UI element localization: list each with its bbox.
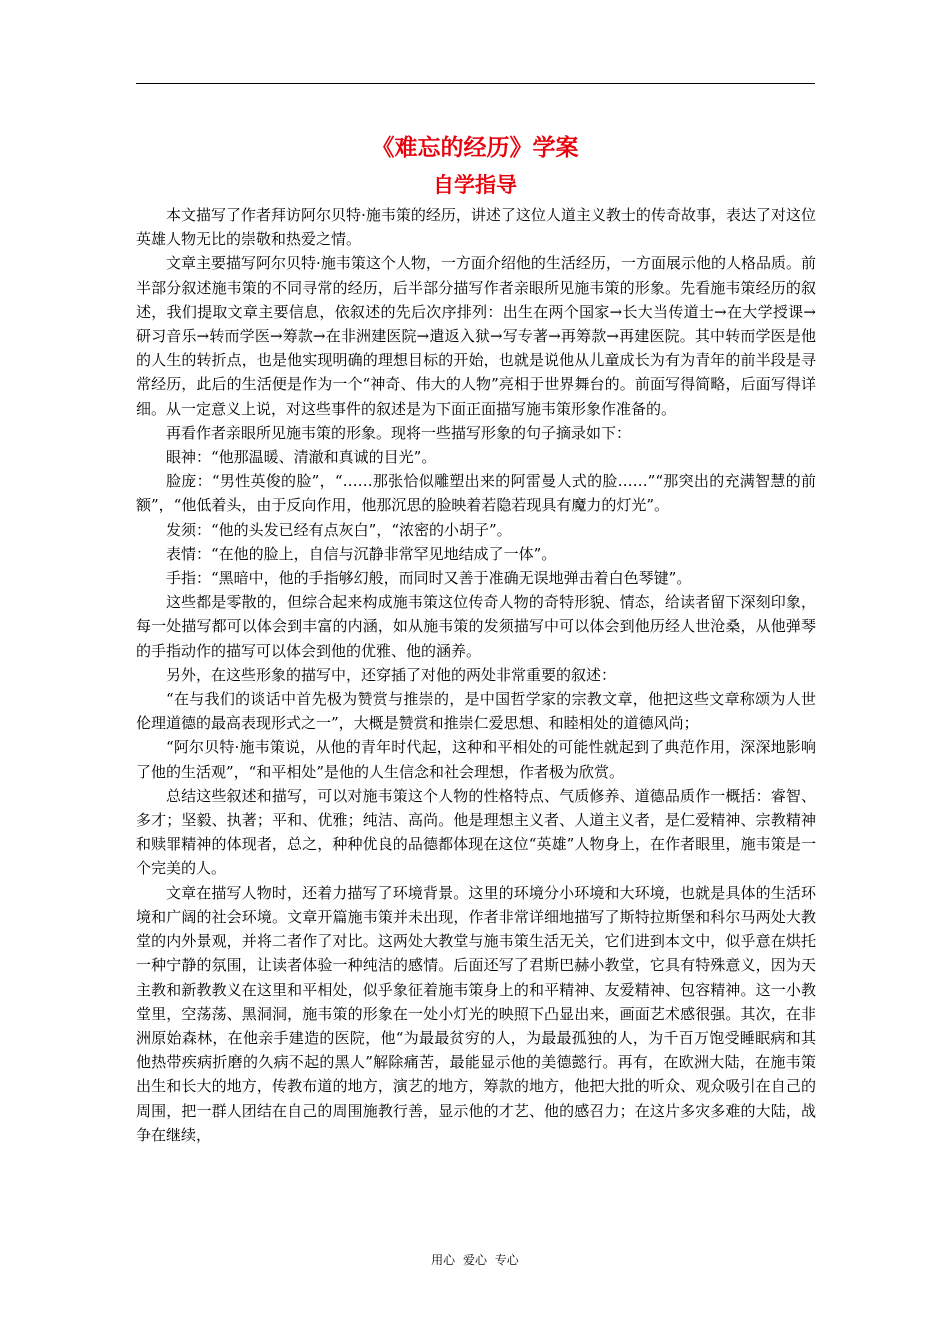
paragraph: 本文描写了作者拜访阿尔贝特·施韦策的经历，讲述了这位人道主义教士的传奇故事，表达了对这位英雄人物无比的崇敬和热爱之情。 (136, 206, 816, 249)
paragraph: 眼神：“他那温暖、清澈和真诚的目光”。 (166, 448, 437, 467)
document-body (136, 203, 816, 1147)
paragraph: 另外，在这些形象的描写中，还穿插了对他的两处非常重要的叙述： (166, 665, 617, 684)
section-heading: 自学指导 (433, 173, 517, 197)
document-title: 《难忘的经历》学案 (371, 135, 579, 161)
paragraph: 这些都是零散的，但综合起来构成施韦策这位传奇人物的奇特形貌、情态，给读者留下深刻印象，每一处描写都可以体会到丰富的内涵，如从施韦策的发须描写中可以体会到他历经人世沧桑，从他弹琴的手指动作的描写可以体会到他的优雅、他的涵养。 (136, 593, 816, 660)
paragraph: 文章主要描写阿尔贝特·施韦策这个人物，一方面介绍他的生活经历，一方面展示他的人格品质。前半部分叙述施韦策的不同寻常的经历，后半部分描写作者亲眼所见施韦策的形象。先看施韦策经历的叙述，我们提取文章主要信息，依叙述的先后次序排列：出生在两个国家→长大当传道士→在大学授课→研习音乐→转而学医→筹款→在非洲建医院→遣返入狱→写专著→再筹款→再建医院。其中转而学医是他的人生的转折点，也是他实现明确的理想目标的开始，也就是说他从儿童成长为有为青年的前半段是寻常经历，此后的生活便是作为一个“神奇、伟大的人物”亮相于世界舞台的。前面写得简略，后面写得详细。从一定意义上说，对这些事件的叙述是为下面正面描写施韦策形象作准备的。 (136, 254, 816, 418)
paragraph: 脸庞：“男性英俊的脸”，“……那张恰似雕塑出来的阿雷曼人式的脸……”“那突出的充满智慧的前额”，“他低着头，由于反向作用，他那沉思的脸映着若隐若现具有魔力的灯光”。 (136, 472, 816, 515)
paragraph: 发须：“他的头发已经有点灰白”，“浓密的小胡子”。 (166, 520, 512, 539)
paragraph: 总结这些叙述和描写，可以对施韦策这个人物的性格特点、气质修养、道德品质作一概括：睿智、多才；坚毅、执著；平和、优雅；纯洁、高尚。他是理想主义者、人道主义者，是仁爱精神、宗教精神和赎罪精神的体现者，总之，种种优良的品德都体现在这位“英雄”人物身上，在作者眼里，施韦策是一个完美的人。 (136, 786, 816, 878)
paragraph: “阿尔贝特·施韦策说，从他的青年时代起，这种和平相处的可能性就起到了典范作用，深深地影响了他的生活观”，“和平相处”是他的人生信念和社会理想，作者极为欣赏。 (136, 738, 816, 781)
paragraph: 再看作者亲眼所见施韦策的形象。现将一些描写形象的句子摘录如下： (166, 423, 632, 442)
paragraph: 文章在描写人物时，还着力描写了环境背景。这里的环境分小环境和大环境，也就是具体的生活环境和广阔的社会环境。文章开篇施韦策并未出现，作者非常详细地描写了斯特拉斯堡和科尔马两处大教堂的内外景观，并将二者作了对比。这两处大教堂与施韦策生活无关，它们进到本文中，似乎意在烘托一种宁静的氛围，让读者体验一种纯洁的感情。后面还写了君斯巴赫小教堂，它具有特殊意义，因为天主教和新教教义在这里和平相处，似乎象征着施韦策身上的和平精神、友爱精神、包容精神。这一小教堂里，空荡荡、黑洞洞，施韦策的形象在一处小灯光的映照下凸显出来，画面艺术感很强。其次，在非洲原始森林，在他亲手建造的医院，他“为最最贫穷的人，为最最孤独的人，为千百万饱受睡眠病和其他热带疾病折磨的久病不起的黑人”解除痛苦，最能显示他的美德懿行。再有，在欧洲大陆，在施韦策出生和长大的地方，传教布道的地方，演艺的地方，筹款的地方，他把大批的听众、观众吸引在自己的周围，把一群人团结在自己的周围施教行善，显示他的才艺、他的感召力；在这片多灾多难的大陆，战争在继续， (136, 883, 816, 1144)
page-footer: 用心 爱心 专心 (431, 1253, 519, 1267)
paragraph: 表情：“在他的脸上，自信与沉静非常罕见地结成了一体”。 (166, 544, 557, 563)
paragraph: 手指：“黑暗中，他的手指够幻般，而同时又善于准确无误地弹击着白色琴键”。 (166, 569, 692, 588)
paragraph: “在与我们的谈话中首先极为赞赏与推崇的，是中国哲学家的宗教文章，他把这些文章称颂为人世伦理道德的最高表现形式之一”，大概是赞赏和推崇仁爱思想、和睦相处的道德风尚； (136, 690, 816, 733)
header-rule (136, 83, 815, 84)
